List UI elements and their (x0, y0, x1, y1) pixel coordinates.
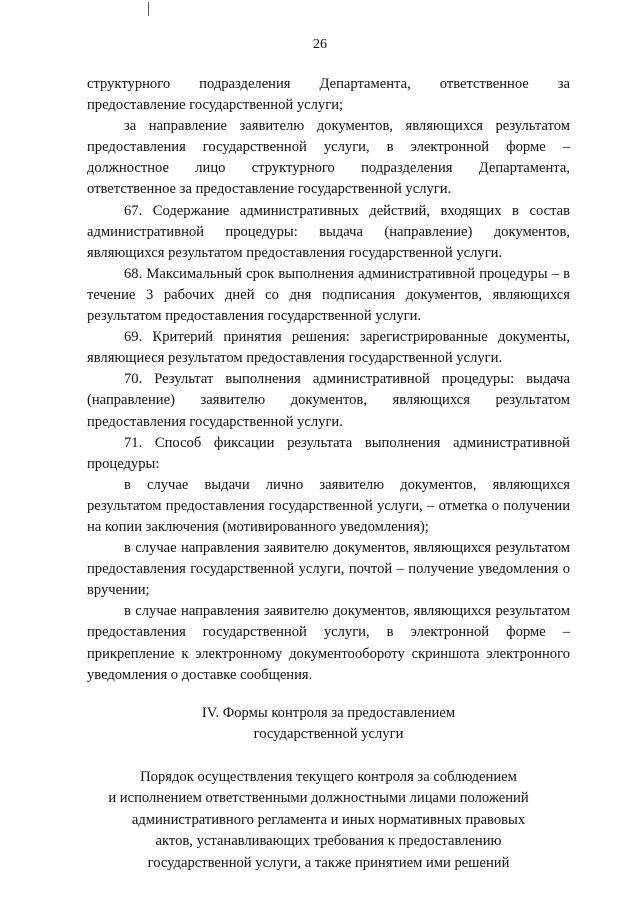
paragraph: в случае направления заявителю документов, являющихся результатом предоставления государственной услуги, почтой – получение уведомления о вручении; (87, 540, 570, 599)
paragraph: за направление заявителю документов, являющихся результатом предоставления государственной услуги, в электронной форме – должностное лицо структурного подразделения Департамента, ответственное за предоставление государственной услуги. (87, 118, 570, 198)
subsection-heading-line: Порядок осуществления текущего контроля за соблюдением (140, 768, 517, 785)
paragraph-71: 71. Способ фиксации результата выполнения административной процедуры: (87, 434, 570, 472)
subsection-heading-line: и исполнением ответственными должностными лицами положений (108, 790, 529, 807)
subsection-heading-line: государственной услуги, а также принятием ими решений (147, 854, 510, 871)
paragraph-69: 69. Критерий принятия решения: зарегистрированные документы, являющиеся результатом предоставления государственной услуги. (87, 329, 570, 367)
section-heading-line: IV. Формы контроля за предоставлением (201, 704, 456, 721)
paragraph: структурного подразделения Департамента, ответственное за предоставление государственной услуги; (87, 76, 570, 114)
subsection-heading-line: актов, устанавливающих требования к предоставлению (155, 833, 502, 850)
subsection-heading (87, 767, 570, 875)
scan-artifact (148, 2, 149, 16)
paragraph-67: 67. Содержание административных действий, входящих в состав административной процедуры: выдача (направление) документов, являющихся результатом предоставления государственной услуги. (87, 202, 570, 261)
paragraph-68: 68. Максимальный срок выполнения административной процедуры – в течение 3 рабочих дней со дня подписания документов, являющихся результатом предоставления государственной услуги. (87, 265, 570, 325)
page-number: 26 (313, 37, 327, 52)
subsection-heading-line: административного регламента и иных нормативных правовых (131, 811, 526, 828)
document-body (87, 74, 570, 874)
section-heading (87, 703, 570, 746)
section-heading-line: государственной услуги (253, 726, 404, 743)
paragraph-70: 70. Результат выполнения административной процедуры: выдача (направление) заявителю документов, являющихся результатом предоставления государственной услуги. (87, 371, 570, 430)
paragraph: в случае выдачи лично заявителю документов, являющихся результатом предоставления государственной услуги, – отметка о получении на копии заключения (мотивированного уведомления); (87, 476, 570, 535)
paragraph: в случае направления заявителю документов, являющихся результатом предоставления государственной услуги, в электронной форме – прикрепление к электронному документообороту скриншота электронного уведомления о доставке сообщения. (87, 603, 570, 683)
